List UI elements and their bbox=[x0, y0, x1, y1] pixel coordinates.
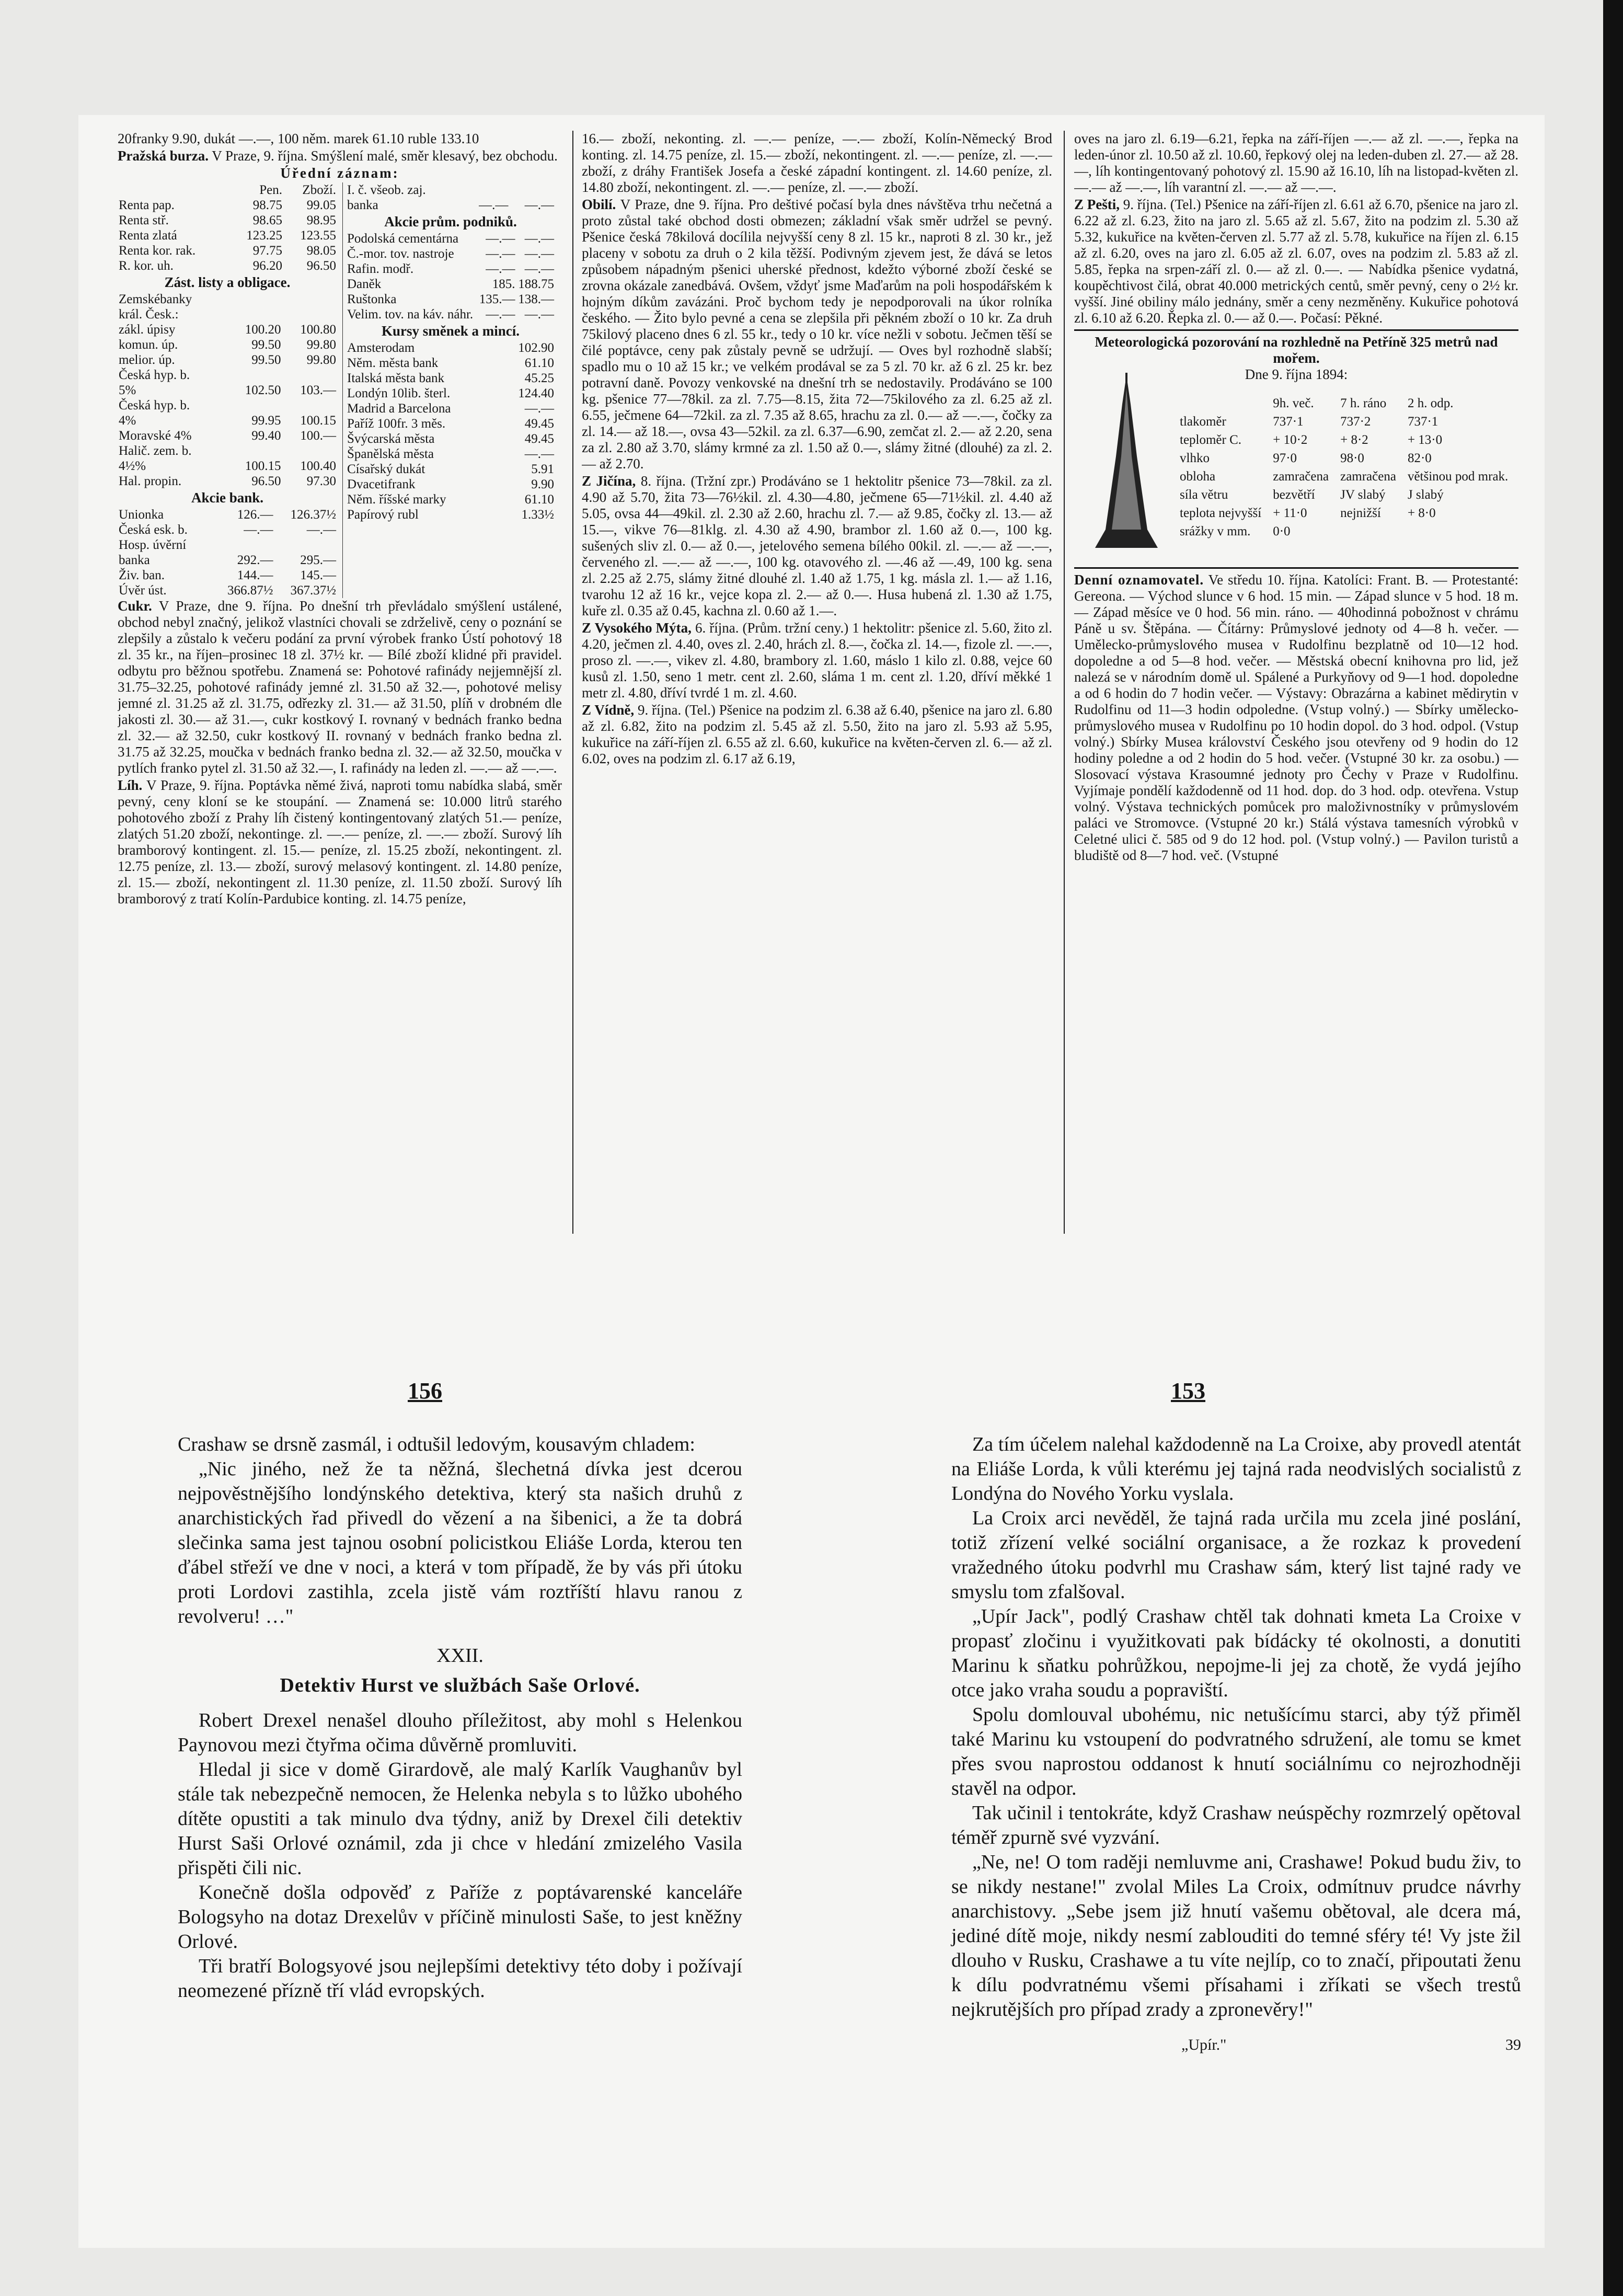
paragraph: „Ne, ne! O tom raději nemluvme ani, Crashawe! Pokud budu živ, to se nikdy nestane!" zvolal Miles La Croix, odmítnuv prudce návrhy anarchistovy. „Sebe jsem již hnutí vašemu obětoval, ale dcera má, jediné dítě moje, nikdy nesmí zablouditi do temné sféry té! Vy jste žil dlouho v Rusku, Crashawe a tu víte nejlíp, co to značí, připoutati ženu k dílu podvratnému všemi přísahami i zříkati se všech trestů nejkrutějších pro případ zrady a zpronevěry!" bbox=[951, 1851, 1521, 2021]
table-cell bbox=[1402, 523, 1513, 540]
petrin-tower-icon bbox=[1090, 373, 1163, 550]
grain-heading: Obilí. bbox=[582, 197, 616, 212]
table-cell: 98·0 bbox=[1340, 451, 1364, 465]
fx-table bbox=[346, 340, 555, 522]
table-cell: teploměr C. bbox=[1180, 433, 1242, 447]
table-row bbox=[346, 182, 555, 198]
prague-exchange-heading: Pražská burza. bbox=[118, 148, 209, 164]
table-cell: Hal. propin. bbox=[119, 474, 182, 488]
table-cell bbox=[227, 443, 282, 458]
table-row bbox=[346, 431, 555, 446]
table-row bbox=[346, 371, 555, 386]
table-cell: Něm. města bank bbox=[347, 356, 439, 370]
table-cell: 49.45 bbox=[524, 432, 554, 446]
table-cell: —.— bbox=[244, 523, 273, 537]
table-row bbox=[118, 583, 337, 598]
table-cell: 366.87½ bbox=[227, 583, 273, 598]
table-cell: 103.— bbox=[300, 383, 336, 397]
table-cell: 99.50 bbox=[251, 353, 281, 367]
vysoke-myto-text: 6. října. (Prům. tržní ceny.) 1 hektolitr: pšenice zl. 5.60, žito zl. 4.20, ječmen zl. 4.40, oves zl. 2.40, hrách zl. 8.—, čočka zl. 14.—, fizole zl. —.—, proso zl. —.—, vikev zl. 4.80, brambory zl. 1.60, máslo 1 kilo zl. 0.88, vejce 60 kusů zl. 1.50, seno 1 metr. cent zl. 2.60, sláma 1 m. cent zl. 1.20, dříví měkké 1 metr zl. 4.80, dříví tvrdé 1 m. zl. 4.60. bbox=[582, 620, 1052, 701]
insurance-table bbox=[346, 182, 555, 213]
table-cell: 99.50 bbox=[251, 338, 281, 352]
table-cell: 1.33½ bbox=[521, 508, 554, 522]
table-cell: —.— bbox=[479, 198, 509, 212]
table-cell: Česká hyp. b. bbox=[119, 368, 190, 382]
table-cell: 100.15 bbox=[300, 414, 336, 428]
column-markets bbox=[118, 131, 562, 908]
table-cell: Hosp. úvěrní bbox=[119, 538, 187, 552]
table-cell: 98.95 bbox=[306, 213, 336, 227]
running-title: „Upír." bbox=[1181, 2036, 1227, 2053]
table-cell: 45.25 bbox=[524, 371, 554, 385]
table-cell bbox=[227, 307, 282, 322]
table-cell: 82·0 bbox=[1407, 451, 1432, 465]
table-cell: —.— bbox=[486, 262, 515, 276]
vienna-text: 9. října. (Tel.) Pšenice na podzim zl. 6.38 až 6.40, pšenice na jaro zl. 6.80 až zl. 6.82, žito na podzim zl. 5.45 až zl. 5.50, žito na jaro zl. 5.93 až 5.95, kukuřice na září-říjen zl. 6.55 až zl. 6.60, kukuřice na květen-červen zl. 6.— až zl. 6.02, oves na podzim zl. 6.17 až 6.19, bbox=[582, 702, 1052, 766]
table-row bbox=[118, 368, 337, 383]
table-cell: 144.— bbox=[237, 568, 273, 582]
page-number-right: 153 bbox=[1171, 1378, 1205, 1404]
table-cell: 99.80 bbox=[306, 338, 336, 352]
table-cell: 100.20 bbox=[245, 323, 281, 337]
table-cell: Švýcarská města bbox=[347, 432, 435, 446]
table-cell: 99.95 bbox=[251, 414, 281, 428]
table-cell: + 8·2 bbox=[1340, 433, 1368, 447]
table-cell: 61.10 bbox=[524, 492, 554, 507]
table-cell: 98.05 bbox=[306, 244, 336, 258]
paragraph: Za tím účelem nalehal každodenně na La Croixe, aby provedl atentát na Eliáše Lorda, k vůli kterému jej tajná rada neodvislých socialistů z Londýna do Nového Yorku vyslala. bbox=[951, 1433, 1521, 1505]
table-cell: —.— bbox=[486, 247, 515, 261]
table-row bbox=[346, 261, 555, 277]
table-cell: 185. bbox=[492, 277, 515, 291]
table-cell bbox=[1335, 523, 1401, 540]
table-cell: —.— bbox=[524, 198, 554, 212]
table-row bbox=[346, 355, 555, 371]
paragraph: Tři bratří Bologsyové jsou nejlepšími detektivy této doby i požívají neomezené přízně tří vlád evropských. bbox=[178, 1955, 742, 2002]
weather-box bbox=[1074, 329, 1518, 569]
table-cell: 100.— bbox=[300, 429, 336, 443]
table-cell: Renta zlatá bbox=[119, 228, 177, 243]
grain-text: V Praze, dne 9. října. Pro deštivé počasí byla dnes návštěva trhu nečetná a proto zůstal také obchod dosti obmezen; základní však směr udržel se pevný. Pšenice česká 78kilová docílila nejvyšší ceny 8 zl. 15 kr., naproti 8 zl. 30 kr., jež placeny v sobotu za druh o 2 kila těžší. Podivným zjevem jest, že dává se letos způsobem nápadným pšenici uherské přednost, kdežto výborné zboží české se zrovna okázale zanedbává. Ovšem, vždyť jsme Maďarům na poli hospodářském k hojným díkům zavázáni. Proč bychom tedy je nepodporovali na úkor rolníka českého. — Žito bylo pevné a cena se zlepšila při pěkném zboží o 10 kr. Za druh 75kilový placeno dnes 6 zl. 55 kr., tedy o 10 kr. více nežli v sobotu. Ječmen těší se čilé poptávce, ceny pak zůstaly pevně se udržují. — Oves byl rozhodně slabší; spadlo mu o 10 až 15 kr.; ve velkém prodával se za 5 zl. 70 kr. až 6 zl. 25 kr. bez potravní daně. Povozy venkovské na dnešní trh se nedostavily. Prodáváno se 100 kg. pšenice 77—78kil. za zl. 7.75—8.15, žita 72—75kilového za zl. 6.25 až zl. 6.55, ječmene 64—72kil. za zl. 7.35 až 8.65, hrachu za zl. 0.— až —.—, čočky za zl. 14.— až 18.—, ovsa 43—52kil. za zl. 6.37—6.90, zemčat zl. 2.— až 2.20, sena za zl. 2.80 až 3.70, slámy krmné za zl. 1.50 až 0.—, slámy žitné (dlouhé) za zl. 2.— až 2.70. bbox=[582, 197, 1052, 472]
table-cell: 98.75 bbox=[252, 198, 282, 212]
table-row bbox=[346, 477, 555, 492]
table-cell bbox=[282, 368, 337, 383]
vienna-heading: Z Vídně, bbox=[582, 702, 635, 718]
vienna-continued: oves na jaro zl. 6.19—6.21, řepka na září-říjen —.— až zl. —.—, řepka na leden-únor zl. 10.50 až zl. 10.60, řepkový olej na leden-duben zl. 27.— až 28.—, líh kontingentovaný pohotový zl. 15.90 až 16.10, líh na listopad-květen zl. —.— až —.—, líh varantní zl. —.— až —.—. bbox=[1074, 131, 1518, 195]
paragraph: „Nic jiného, než že ta něžná, šlechetná dívka jest dcerou nejpověstnějšího londýnského detektiva, který sta našich druhů z anarchistických řad přivedl do vězení a na šibenici, a že ta dobrá slečinka sama jest tajnou osobní policistkou Eliáše Lorda, kterou ten ďábel střeží ve dne v noci, a která v tom případě, že by vás při útoku proti Lordovi zastihla, zcela jistě vám roztříští hlavu ranou z revolveru! …" bbox=[178, 1458, 742, 1627]
table-cell: 126.37½ bbox=[290, 508, 336, 522]
table-cell: 99.05 bbox=[306, 198, 336, 212]
table-cell: Velim. tov. na káv. náhr. bbox=[347, 307, 474, 322]
table-cell: J slabý bbox=[1407, 488, 1444, 502]
table-cell: 292.— bbox=[237, 553, 273, 567]
fx-heading: Kursy směnek a mincí. bbox=[381, 323, 520, 339]
weather-date: Dne 9. října 1894: bbox=[1245, 366, 1348, 382]
table-cell bbox=[282, 292, 337, 307]
chapter-title: Detektiv Hurst ve službách Saše Orlové. bbox=[280, 1674, 640, 1696]
table-row bbox=[1175, 431, 1513, 449]
mortgage-table bbox=[118, 292, 337, 489]
table-row bbox=[118, 307, 337, 322]
table-cell: vlhko bbox=[1180, 451, 1210, 465]
table-row bbox=[118, 458, 337, 474]
table-cell: zamračena bbox=[1340, 469, 1396, 484]
table-cell: zamračena bbox=[1273, 469, 1329, 484]
table-row bbox=[346, 446, 555, 462]
scan-edge bbox=[1603, 0, 1623, 2296]
table-cell: —.— bbox=[306, 523, 336, 537]
table-cell: —.— bbox=[524, 262, 554, 276]
sugar-heading: Cukr. bbox=[118, 598, 152, 614]
table-cell bbox=[227, 398, 282, 413]
paragraph: Hledal ji sice v domě Girardově, ale malý Karlík Vaughanův byl stále tak nebezpečně nemocen, že Helenka nebyla s to lůžko ubohého dítěte opustiti a tak minulo dva týdny, aniž by Drexel čili detektiv Hurst Saši Orlové oznámil, zda ji chce v hledání zmizelého Vasila přispěti čili nic. bbox=[178, 1759, 742, 1879]
table-cell: 188.75 bbox=[518, 277, 554, 291]
table-cell: nejnižší bbox=[1340, 506, 1381, 520]
table-row bbox=[346, 340, 555, 355]
table-cell bbox=[227, 368, 282, 383]
table-row bbox=[1175, 523, 1513, 540]
table-cell: R. kor. uh. bbox=[119, 259, 174, 273]
table-cell bbox=[282, 307, 337, 322]
table-cell: 98.65 bbox=[252, 213, 282, 227]
table-cell: Podolská cementárna bbox=[347, 232, 459, 246]
table-cell: 123.55 bbox=[300, 228, 336, 243]
table-row bbox=[346, 246, 555, 261]
table-cell: + 8·0 bbox=[1407, 506, 1436, 520]
table-cell bbox=[282, 443, 337, 458]
table-cell: —.— bbox=[524, 447, 554, 461]
table-row bbox=[118, 292, 337, 307]
table-row bbox=[118, 213, 337, 228]
table-cell: tlakoměr bbox=[1180, 415, 1226, 429]
table-cell: —.— bbox=[524, 247, 554, 261]
newspaper-clipping bbox=[118, 131, 1518, 1234]
table-cell: melior. úp. bbox=[119, 353, 175, 367]
table-cell: Rafin. modř. bbox=[347, 262, 414, 276]
table-cell: 737·2 bbox=[1340, 415, 1371, 429]
table-cell: Papírový rubl bbox=[347, 508, 419, 522]
table-cell: 49.45 bbox=[524, 417, 554, 431]
table-cell: —.— bbox=[524, 307, 554, 322]
table-cell: 96.50 bbox=[251, 474, 281, 488]
table-cell: 124.40 bbox=[518, 386, 554, 400]
table-row bbox=[346, 292, 555, 307]
table-row bbox=[346, 401, 555, 416]
table-cell bbox=[282, 398, 337, 413]
table-cell: —.— bbox=[486, 232, 515, 246]
table-cell: 61.10 bbox=[524, 356, 554, 370]
daily-notices-text: Ve středu 10. října. Katolíci: Frant. B. — Protestanté: Gereona. — Východ slunce v 6 hod. 15 min. — Západ slunce v 5 hod. 18 m. — Západ měsíce ve 0 hod. 56 min. ráno. — 40hodinná pobožnost v chrámu Páně u sv. Štěpána. — Čítárny: Průmyslové jednoty od 4—8 h. večer. — Umělecko-průmyslového musea v Rudolfinu bezplatně od 10—12 hod. dopoledne a od 5—8 hod. večer. — Městská obecní knihovna pro lid, jež nalezá se v národním domě ul. Spálené a Purkyňovy od 9—1 hod. dopoledne a od 6 hodin do 7 hodin večer. — Výstavy: Obrazárna a kabinet mědirytin v Rudolfinu od 11—3 hodin odpoledne. (Vstup volný.) — Sbírky umělecko-průmyslového musea v Rudolfinu po 10 hodin dopol. do 3 hod. odpol. (Vstup volný.) Sbírky Musea království Českého jsou otevřeny od 9 hodin do 12 hodiny poledne a od 2 hodin do 5 hod. večer. (Vstupné 30 kr. za osobu.) — Slosovací výstava Krasoumné jednoty pro Čechy v Praze v Rudolfinu. Vyjímaje pondělí každodenně od 11 hod. dop. do 3 hod. odp. otevřena. Vstup volný. Výstava technických pomůcek pro maloživnostníky v průmyslovém paláci ve Stromovce. (Vstupné 20 kr.) Stálá výstava tamesních výrobků v Celetné ulici č. 585 od 9 do 12 hod. pol. (Vstup volný.) — Pavilon turistů a bludiště od 8—7 hod. več. (Vstupné bbox=[1074, 572, 1518, 863]
jicin-text: 8. října. (Tržní zpr.) Prodáváno se 1 hektolitr pšenice 73—78kil. za zl. 4.90 až 5.70, žita 73—76½kil. zl. 4.30—4.80, ječmene 65—71½kil. zl. 4.40 až 5.05, ovsa 44—49kil. zl. 2.30 až 2.60, hrachu zl. 7.— až 9.85, čočky zl. 13.— až 15.—, vikve 76—81klg. zl. 4.30 až 4.90, brambor zl. 1.60 až 0.—, 100 kg. sušených sliv zl. 0.— až 0.—, jetelového semena bílého 00kil. zl. —.— až —.—, červeného zl. —.— až —.—, 100 kg. otavového zl. —.46 až —.49, 100 kg. sena zl. 2.25 až 2.75, slámy žitné dlouhé zl. 1.40 až 1.75, 1 kg. másla zl. 1.— až 1.16, tvarohu 12 až 16 kr., vejce kopa zl. 2.— až 0.—. Husa hubená zl. 1.30 až 1.75, kuře zl. 0.35 až 0.45, kachna zl. 0.60 až 1.—. bbox=[582, 473, 1052, 618]
sugar-text: V Praze, dne 9. října. Po dnešní trh převládalo smýšlení ustálené, obchod nebyl značný, jelikož vlastníci chovali se zdrželivě, ceny o poznání se zlepšily a zůstalo k večeru podání za první výrobek franko Ústí pohotový 18 zl. 35 kr., na říjen–prosinec 18 zl. 37½ kr. — Bílé zboží klidné při pravidel. odbytu pro běžnou spotřebu. Znamená se: Pohotové rafinády nejjemnější zl. 31.75–32.25, pohotové rafinády jemné zl. 31.50 až 32.—, pohotové melisy jemné zl. 31.25 až zl. 31.75, odřezky zl. 31.— až 31.50, plíň v drobném dle jakosti zl. 30.— až 31.—, cukr kostkový I. rovnaný v bednách franko bedna zl. 32.— až 32.50, cukr kostkový II. rovnaný v bednách franko bedna zl. 31.75 až 32.25, moučka v bednách franko bedna zl. 32.— až 32.50, moučka v pytlích franko pytel zl. 31.50 až 32.—, I. rafinády na leden zl. —.— až —.—. bbox=[118, 598, 562, 776]
table-cell: 97.75 bbox=[252, 244, 282, 258]
table-cell: srážky v mm. bbox=[1180, 524, 1251, 538]
table-row bbox=[346, 231, 555, 246]
industry-heading: Akcie prům. podniků. bbox=[384, 214, 517, 229]
table-row bbox=[118, 537, 337, 553]
table-cell: bezvětří bbox=[1273, 488, 1315, 502]
novel-page-left bbox=[178, 1432, 742, 2003]
table-row bbox=[118, 337, 337, 352]
table-cell: 96.20 bbox=[252, 259, 282, 273]
table-cell: 102.50 bbox=[245, 383, 281, 397]
table-row bbox=[346, 386, 555, 401]
table-cell: 102.90 bbox=[518, 341, 554, 355]
table-row bbox=[1175, 468, 1513, 485]
industry-table bbox=[346, 231, 555, 322]
table-row bbox=[1175, 450, 1513, 467]
table-cell: Renta pap. bbox=[119, 198, 175, 212]
table-cell: Daněk bbox=[347, 277, 382, 291]
table-cell: Halič. zem. b. bbox=[119, 444, 192, 458]
table-cell bbox=[464, 182, 510, 198]
column-weather-news bbox=[1074, 131, 1518, 865]
vysoke-myto-heading: Z Vysokého Mýta, bbox=[582, 620, 692, 636]
table-cell: Italská města bank bbox=[347, 371, 445, 385]
table-cell: 96.50 bbox=[306, 259, 336, 273]
table-row bbox=[118, 228, 337, 243]
table-cell: 737·1 bbox=[1273, 415, 1304, 429]
official-record-heading: Úřední záznam: bbox=[280, 165, 399, 181]
table-cell: 100.80 bbox=[300, 323, 336, 337]
table-cell bbox=[509, 182, 555, 198]
novel-page-right bbox=[951, 1432, 1521, 2057]
table-cell: Dvacetifrank bbox=[347, 477, 416, 491]
table-row bbox=[118, 243, 337, 258]
table-cell bbox=[227, 292, 282, 307]
table-row bbox=[346, 507, 555, 522]
table-cell: 100.15 bbox=[245, 459, 281, 473]
table-cell: Úvěr úst. bbox=[119, 583, 167, 598]
table-cell: Živ. ban. bbox=[119, 568, 165, 582]
page-number-left: 156 bbox=[408, 1378, 442, 1404]
table-cell: zákl. úpisy bbox=[119, 323, 176, 337]
table-row bbox=[1175, 413, 1513, 430]
table-cell: 145.— bbox=[300, 568, 336, 582]
table-cell: Něm. říšské marky bbox=[347, 492, 446, 507]
table-row bbox=[118, 443, 337, 458]
table-cell: obloha bbox=[1180, 469, 1216, 484]
table-cell: banka bbox=[347, 198, 378, 212]
table-cell: Renta stř. bbox=[119, 213, 169, 227]
column-grain bbox=[582, 131, 1052, 768]
table-row bbox=[118, 383, 337, 398]
table-cell: Renta kor. rak. bbox=[119, 244, 196, 258]
signature-number: 39 bbox=[1505, 2036, 1521, 2053]
table-row bbox=[346, 277, 555, 292]
table-cell: král. Česk.: bbox=[119, 307, 179, 322]
table-row bbox=[346, 307, 555, 322]
table-cell: Madrid a Barcelona bbox=[347, 401, 451, 416]
pest-text: 9. října. (Tel.) Pšenice na září-říjen zl. 6.61 až 6.70, pšenice na jaro zl. 6.22 až zl. 6.23, žito na jaro zl. 5.65 až zl. 5.67, žito na podzim zl. 5.30 až 5.32, kukuřice na květen-červen zl. 5.77 až zl. 5.78, kukuřice na říjen zl. 6.15 až zl. 6.20, oves na jaro zl. 6.05 až zl. 6.07, oves na podzim zl. 5.83 až zl. 5.85, řepka na srpen-září zl. 0.— až zl. 0.—. — Nabídka pšenice vydatná, koupěchtivost čilá, obrat 40.000 metrických centů, směr pevný, ceny o 2½ kr. vyšší. Jiné obiliny málo jednány, směr a ceny nezměněny. Kukuřice pohotová zl. 6.10 až 6.20. Řepka zl. 0.— až 0.—. Počasí: Pěkné. bbox=[1074, 197, 1518, 326]
table-cell: Zemskébanky bbox=[119, 292, 192, 306]
table-cell: 100.40 bbox=[300, 459, 336, 473]
fx-intro: 20franky 9.90, dukát —.—, 100 něm. marek 61.10 ruble 133.10 bbox=[118, 131, 479, 146]
table-cell: —.— bbox=[524, 401, 554, 416]
table-cell: Španělská města bbox=[347, 447, 434, 461]
table-cell: —.— bbox=[524, 232, 554, 246]
table-row bbox=[118, 198, 337, 213]
table-row bbox=[118, 507, 337, 522]
table-cell: + 13·0 bbox=[1407, 433, 1443, 447]
table-cell: + 10·2 bbox=[1273, 433, 1308, 447]
table-cell: 5.91 bbox=[531, 462, 554, 476]
table-cell: 4% bbox=[119, 414, 136, 428]
table-cell: 123.25 bbox=[246, 228, 282, 243]
table-row bbox=[118, 474, 337, 489]
table-row bbox=[118, 322, 337, 337]
table-cell bbox=[211, 537, 274, 553]
table-cell: Česká esk. b. bbox=[119, 523, 188, 537]
table-row bbox=[118, 258, 337, 273]
table-row bbox=[346, 198, 555, 213]
table-cell: JV slabý bbox=[1340, 488, 1386, 502]
table-cell: Londýn 10lib. šterl. bbox=[347, 386, 451, 400]
spirit-continued: 16.— zboží, nekonting. zl. —.— peníze, —.— zboží, Kolín-Německý Brod konting. zl. 14.75 peníze, zl. 15.— zboží, nekontingent. zl. —.— peníze, zl. —.— zboží, z dráhy František Josefa a české západní kontingent. zl. 14.60 peníze, zl. 14.80 zboží, nekontingent. zl. —.— peníze, zl. —.— zboží. bbox=[582, 131, 1052, 195]
table-cell: síla větru bbox=[1180, 488, 1228, 502]
table-row bbox=[118, 352, 337, 368]
daily-notices-heading: Denní oznamovatel. bbox=[1074, 572, 1204, 588]
table-cell: 99.40 bbox=[251, 429, 281, 443]
table-cell: 9.90 bbox=[531, 477, 554, 491]
table-cell: Č.-mor. tov. nastroje bbox=[347, 247, 454, 261]
bank-shares-heading: Akcie bank. bbox=[191, 490, 264, 506]
chapter-number: XXII. bbox=[436, 1645, 484, 1667]
pest-heading: Z Pešti, bbox=[1074, 197, 1120, 212]
table-row bbox=[118, 568, 337, 583]
table-cell: teplota nejvyšší bbox=[1180, 506, 1262, 520]
zast-heading: Zást. listy a obligace. bbox=[164, 274, 291, 290]
table-cell: 295.— bbox=[300, 553, 336, 567]
table-cell: Amsterodam bbox=[347, 341, 415, 355]
paragraph: La Croix arci nevěděl, že tajná rada určila mu zcela jiné poslání, totiž zřízení velké sociální organisace, a že rozkaz k provedení vražedného útoku podvrhl mu Crashaw sám, který list tajné rady ve smyslu tom zfalšoval. bbox=[951, 1507, 1521, 1603]
table-cell: I. č. všeob. zaj. bbox=[347, 183, 426, 197]
paragraph: Spolu domlouval ubohému, nic netušícímu starci, aby týž přiměl také Marinu ku vstoupení do podvratného sdružení, ale tomu se kmet přes svou naprostou oddanost k hnutí sociálnímu co nejrozhodněji stavěl na odpor. bbox=[951, 1704, 1521, 1799]
table-cell: + 11·0 bbox=[1273, 506, 1307, 520]
table-cell: 0·0 bbox=[1273, 524, 1291, 538]
table-cell: —.— bbox=[486, 307, 515, 322]
bank-table bbox=[118, 507, 337, 598]
table-cell: banka bbox=[119, 553, 150, 567]
table-cell: Česká hyp. b. bbox=[119, 398, 190, 412]
paragraph: Konečně došla odpověď z Paříže z poptávarenské kanceláře Bologsyho na dotaz Drexelův v příčině minulosti Saše, to jest kněžny Orlové. bbox=[178, 1881, 742, 1953]
weather-title: Meteorologická pozorování na rozhledně na Petříně 325 metrů nad mořem. bbox=[1095, 334, 1498, 366]
page-footer bbox=[951, 2033, 1521, 2057]
table-row bbox=[118, 428, 337, 443]
jicin-heading: Z Jičína, bbox=[582, 473, 636, 489]
table-cell: 135.— bbox=[479, 292, 515, 306]
table-row bbox=[1175, 486, 1513, 503]
table-cell: 737·1 bbox=[1407, 415, 1438, 429]
spirit-heading: Líh. bbox=[118, 777, 143, 793]
table-cell: 126.— bbox=[237, 508, 273, 522]
table-cell: Císařský dukát bbox=[347, 462, 425, 476]
table-cell: Moravské 4% bbox=[119, 429, 192, 443]
bond-table: Pen. Zboží. Renta pap. 98.75 99.05 Renta stř. 98.65 98.95 Renta zlatá 123.25 123.55 Renta kor. rak. 97.75 98.05 R. kor. uh. 96.20 96.50 bbox=[119, 183, 336, 273]
prague-exchange-text: V Praze, 9. října. Smýšlení malé, směr klesavý, bez obchodu. bbox=[212, 148, 558, 164]
table-cell: 4½% bbox=[119, 459, 146, 473]
table-cell: 97.30 bbox=[306, 474, 336, 488]
table-cell: většinou pod mrak. bbox=[1407, 469, 1509, 484]
table-cell: 97·0 bbox=[1273, 451, 1297, 465]
column-rule bbox=[1064, 131, 1065, 1234]
table-cell bbox=[274, 537, 337, 553]
table-row bbox=[346, 462, 555, 477]
paragraph: Tak učinil i tentokráte, když Crashaw neúspěchy rozmrzelý opětoval téměř zpurně své vyzvání. bbox=[951, 1802, 1521, 1849]
column-rule bbox=[572, 131, 573, 1234]
table-row bbox=[1175, 504, 1513, 522]
table-cell: 138.— bbox=[518, 292, 554, 306]
table-row bbox=[346, 416, 555, 431]
paragraph: „Upír Jack", podlý Crashaw chtěl tak dohnati kmeta La Croixe v propasť zločinu i využitkovati pak bídácky té okolnosti, a donutiti Marinu k sňatku pohrůžkou, nepojme-li jej za chotě, že vydá jejího otce jako vraha soudu a popraviští. bbox=[951, 1605, 1521, 1701]
weather-table: 9h. več. 7 h. ráno 2 h. odp. tlakoměr 737·1 737·2 737·1 teploměr C. + 10·2 + 8·2 + 13·0 vlhko 97·0 98·0 82·0 obloha zamračena zamračena většinou pod mrak. síla větru bezvětří JV slabý J slabý teplota nejvyšší + 11·0 nejnižší + 8·0 srážky v mm. 0·0 bbox=[1173, 394, 1514, 541]
table-cell: komun. úp. bbox=[119, 338, 178, 352]
table-row bbox=[118, 413, 337, 428]
table-row bbox=[118, 522, 337, 537]
table-cell: 99.80 bbox=[306, 353, 336, 367]
table-cell: Unionka bbox=[119, 508, 164, 522]
table-row bbox=[118, 553, 337, 568]
paragraph: Robert Drexel nenašel dlouho příležitost, aby mohl s Helenkou Paynovou mezi čtyřma očima důvěrně promluviti. bbox=[178, 1709, 742, 1756]
table-row bbox=[118, 398, 337, 413]
table-cell: Ruštonka bbox=[347, 292, 397, 306]
table-row bbox=[346, 492, 555, 507]
table-cell: Paříž 100fr. 3 měs. bbox=[347, 417, 446, 431]
table-cell: 5% bbox=[119, 383, 136, 397]
table-cell: 367.37½ bbox=[290, 583, 336, 598]
spirit-text: V Praze, 9. října. Poptávka němé živá, naproti tomu nabídka slabá, směr pevný, ceny kloní se ke stoupání. — Znamená se: 10.000 litrů starého pohotového zboží z Prahy líh čistený kontingentovaný zlatých 51.— peníze, zlatých 51.20 zboží, nekontinge. zl. —.— peníze, zl. —.— zboží. Surový líh bramborový kontingent. zl. 15.— peníze, zl. 15.25 zboží, nekontingent. zl. 12.75 peníze, zl. 13.— zboží, surový melasový kontingent. zl. 14.80 peníze, zl. 15.— zboží, nekontingent zl. 11.30 peníze, zl. 11.50 zboží. Surový líh bramborový z tratí Kolín-Pardubice konting. zl. 14.75 peníze, bbox=[118, 777, 562, 906]
paragraph: Crashaw se drsně zasmál, i odtušil ledovým, kousavým chladem: bbox=[178, 1433, 695, 1455]
